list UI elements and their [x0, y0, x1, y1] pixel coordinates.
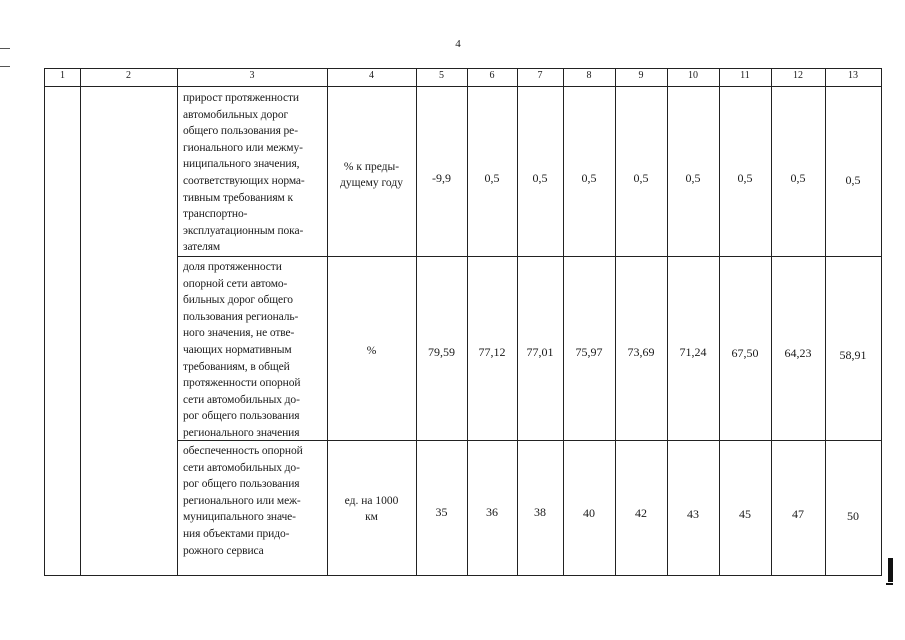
value-cell: 0,5: [484, 171, 500, 185]
indicator-line: эксплуатационным пока-: [183, 224, 304, 237]
value-cell: 0,5: [685, 171, 701, 185]
value-cell: 36: [486, 505, 498, 519]
scan-edge-mark: [888, 558, 893, 582]
indicator-line: сети автомобильных до-: [183, 393, 300, 406]
indicator-line: обеспеченность опорной: [183, 445, 303, 457]
value-cell: 73,69: [627, 345, 655, 359]
unit-line: % к преды-: [343, 161, 400, 173]
indicator-line: чающих нормативным: [183, 343, 292, 356]
indicator-line: транспортно-: [183, 208, 248, 221]
value-cell: 58,91: [839, 348, 867, 362]
column-header: 5: [439, 70, 444, 81]
value-cell: 40: [583, 506, 595, 520]
column-divider: [615, 69, 616, 575]
value-cell: 0,5: [581, 171, 597, 185]
column-divider: [771, 69, 772, 575]
indicator-line: рожного сервиса: [183, 544, 264, 557]
column-header: 11: [740, 70, 750, 81]
value-cell: 64,23: [784, 346, 812, 360]
column-header: 10: [688, 70, 698, 81]
value-cell: 0,5: [532, 171, 548, 185]
unit-line: %: [366, 345, 377, 357]
value-cell: 45: [739, 507, 751, 521]
column-divider: [517, 69, 518, 575]
scan-edge-mark: [886, 583, 893, 585]
indicator-cell: [183, 443, 325, 559]
column-header: 2: [126, 70, 131, 81]
column-header: 7: [537, 70, 543, 81]
column-divider: [667, 69, 668, 575]
column-header: 8: [586, 70, 592, 81]
indicator-line: регионального или меж-: [183, 494, 301, 507]
value-cell: 79,59: [428, 345, 455, 359]
column-divider: [563, 69, 564, 575]
value-cell: 0,5: [845, 173, 861, 187]
indicator-cell: [183, 259, 325, 442]
column-header: 6: [489, 70, 495, 81]
indicator-line: автомобильных дорог: [183, 108, 289, 121]
value-cell: 77,12: [478, 345, 506, 359]
unit-line: дущему году: [340, 177, 403, 189]
indicator-line: тивным требованиям к: [183, 191, 293, 204]
column-divider: [80, 69, 81, 575]
indicator-cell: [183, 90, 325, 256]
page-number: 4: [455, 38, 461, 50]
unit-cell: [327, 493, 416, 525]
indicator-line: рог общего пользования: [183, 410, 300, 423]
column-header: 12: [793, 70, 803, 81]
value-cell: -9,9: [432, 171, 451, 185]
indicator-line: ного значения, не отве-: [183, 327, 295, 340]
value-cell: 0,5: [737, 171, 753, 185]
value-cell: 43: [687, 507, 699, 521]
column-divider: [416, 69, 417, 575]
unit-cell: [327, 159, 416, 191]
indicator-line: гионального или межму-: [183, 141, 303, 154]
value-cell: 50: [847, 509, 859, 523]
column-divider: [467, 69, 468, 575]
indicator-line: общего пользования ре-: [183, 125, 298, 138]
value-cell: 77,01: [526, 345, 554, 359]
indicator-line: протяженности опорной: [183, 377, 301, 390]
value-cell: 47: [792, 507, 804, 521]
indicator-line: пользования региональ-: [183, 310, 299, 323]
column-header: 3: [249, 70, 255, 81]
indicator-line: регионального значения: [183, 426, 300, 439]
indicator-line: соответствующих норма-: [183, 174, 305, 187]
column-header: 1: [60, 70, 65, 81]
value-cell: 71,24: [679, 345, 707, 359]
value-cell: 35: [435, 505, 448, 519]
value-cell: 42: [635, 506, 647, 520]
indicator-line: требованиям, в общей: [183, 360, 290, 373]
unit-line: ед. на 1000: [344, 495, 399, 507]
indicator-line: опорной сети автомо-: [183, 277, 288, 290]
column-header: 4: [369, 70, 374, 81]
value-cell: 0,5: [790, 171, 806, 185]
row-divider: [177, 256, 881, 257]
column-divider: [177, 69, 178, 575]
indicator-line: ниципального значения,: [183, 158, 300, 171]
column-header: 13: [848, 70, 858, 81]
indicator-line: муниципального значе-: [183, 511, 296, 524]
value-cell: 38: [534, 505, 546, 519]
column-divider: [719, 69, 720, 575]
scan-edge-tick: [0, 66, 10, 67]
column-header: 9: [638, 70, 644, 81]
indicators-table: [44, 68, 882, 576]
indicator-line: доля протяженности: [183, 261, 282, 273]
indicator-line: зателям: [183, 241, 221, 254]
indicator-line: бильных дорог общего: [183, 294, 293, 307]
indicator-line: прирост протяженности: [183, 92, 299, 104]
unit-cell: [327, 343, 416, 359]
column-divider: [825, 69, 826, 575]
indicator-line: рог общего пользования: [183, 478, 300, 491]
indicator-line: сети автомобильных до-: [183, 461, 300, 474]
unit-line: км: [365, 511, 378, 523]
scan-edge-tick: [0, 48, 10, 49]
value-cell: 75,97: [575, 345, 603, 359]
value-cell: 67,50: [731, 346, 759, 360]
value-cell: 0,5: [633, 171, 649, 185]
indicator-line: ния объектами придо-: [183, 527, 290, 540]
